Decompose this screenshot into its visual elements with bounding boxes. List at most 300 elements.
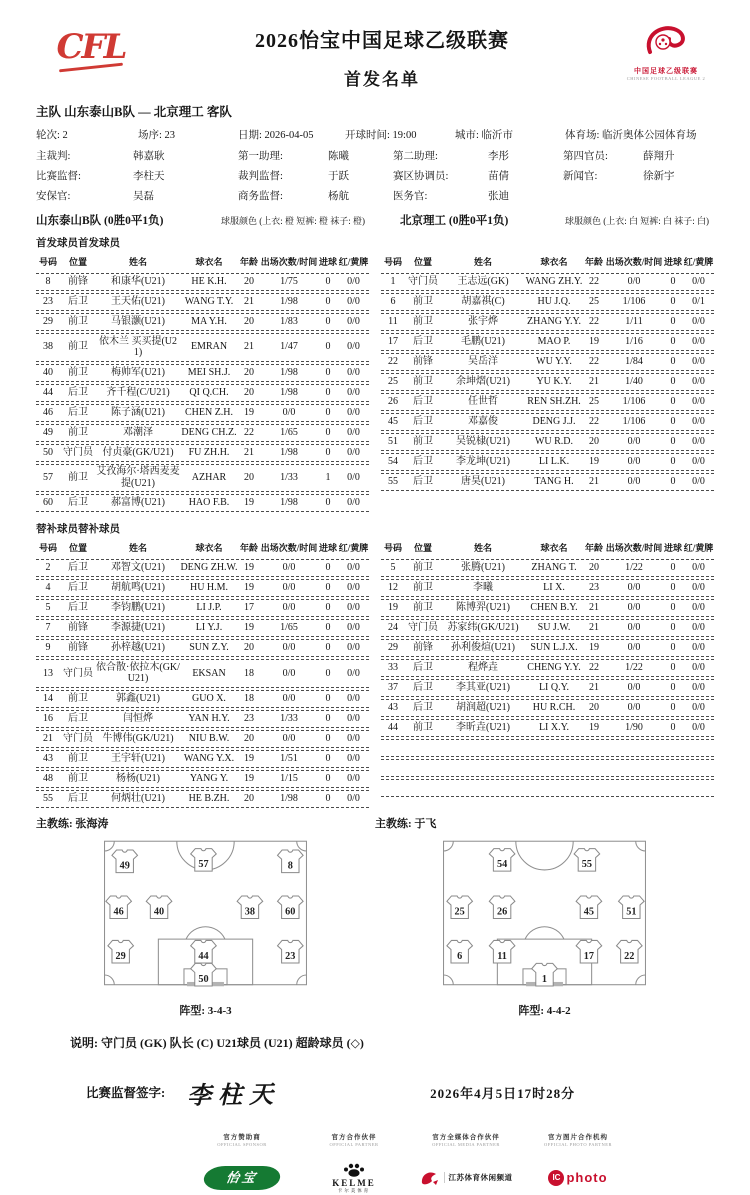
age-cell: 19 <box>244 772 254 784</box>
goals-cell: 0 <box>670 702 676 714</box>
goals-cell: 0 <box>670 436 676 448</box>
jersey-26 <box>489 896 515 919</box>
jersey-name-cell: LI J.P. <box>196 602 222 614</box>
age-cell: 20 <box>589 702 599 714</box>
cards-cell: 0/0 <box>347 667 360 679</box>
position-cell: 后卫 <box>413 682 433 694</box>
goals-cell: 0 <box>325 406 331 418</box>
cards-cell: 0/0 <box>692 476 705 488</box>
jersey-name-cell: NIU B.W. <box>188 732 230 744</box>
age-cell: 22 <box>589 316 599 328</box>
away-team-name: 北京理工 (0胜0平1负) <box>400 215 509 227</box>
goals-cell: 0 <box>325 667 331 679</box>
number-cell: 49 <box>43 426 53 438</box>
svg-text:1: 1 <box>541 973 548 985</box>
subs-section-title: 替补球员替补球员 <box>36 524 120 536</box>
cards-cell: 0/0 <box>347 772 360 784</box>
goals-cell: 0 <box>325 426 331 438</box>
apps-time-cell: 1/47 <box>280 341 298 353</box>
jersey-name-cell: LI L.K. <box>538 456 570 468</box>
player-row <box>381 639 714 657</box>
goals-cell: 0 <box>325 446 331 458</box>
goals-cell: 0 <box>670 682 676 694</box>
number-cell: 55 <box>43 792 53 804</box>
goals-cell: 0 <box>670 296 676 308</box>
svg-text:49: 49 <box>119 860 130 872</box>
column-header: 球衣名 <box>195 543 223 554</box>
player-row <box>36 790 369 808</box>
jersey-name-cell: EMRAN <box>190 341 228 353</box>
goals-cell: 0 <box>670 722 676 734</box>
number-cell: 23 <box>43 296 53 308</box>
age-cell: 20 <box>244 366 254 378</box>
sponsor-kelme <box>298 1132 410 1195</box>
svg-text:40: 40 <box>153 906 165 918</box>
apps-time-cell: 1/98 <box>280 386 298 398</box>
official-role: 第二助理: <box>393 151 438 162</box>
column-header: 年龄 <box>584 543 603 554</box>
goals-cell: 0 <box>325 772 331 784</box>
position-cell: 守门员 <box>408 276 438 288</box>
age-cell: 21 <box>589 682 599 694</box>
jersey-6 <box>447 940 473 963</box>
player-row <box>381 413 714 431</box>
cards-cell: 0/0 <box>692 316 705 328</box>
page-subtitle: 首发名单 <box>344 70 420 89</box>
age-cell: 25 <box>589 296 599 308</box>
column-header: 进球 <box>318 543 337 554</box>
match-info-item: 场序: 23 <box>138 130 176 141</box>
apps-time-cell: 1/65 <box>280 426 298 438</box>
empty-row <box>381 759 714 777</box>
age-cell: 23 <box>244 712 254 724</box>
position-cell: 前卫 <box>413 376 433 388</box>
jersey-50 <box>191 963 217 986</box>
sponsor-label: 官方合作伙伴 <box>331 1133 377 1141</box>
jersey-name-cell: LI Y.J. <box>195 622 223 634</box>
position-cell: 后卫 <box>68 406 88 418</box>
cards-cell: 0/0 <box>347 712 360 724</box>
player-row <box>381 273 714 291</box>
age-cell: 21 <box>589 376 599 388</box>
official-name: 徐新宇 <box>643 171 675 182</box>
position-cell: 后卫 <box>413 456 433 468</box>
goals-cell: 0 <box>325 602 331 614</box>
name-cell: 付贞豪(GK/U21) <box>102 446 174 458</box>
page-title: 2026怡宝中国足球乙级联赛 <box>255 30 509 52</box>
icphoto-wordmark: photo <box>566 1170 608 1186</box>
age-cell: 22 <box>589 662 599 674</box>
column-header: 球衣名 <box>195 257 223 267</box>
goals-cell: 0 <box>325 622 331 634</box>
position-cell: 后卫 <box>413 336 433 348</box>
signature-row <box>36 1075 714 1110</box>
official-role: 安保官: <box>36 191 71 202</box>
jersey-name-cell: HE K.H. <box>191 276 227 288</box>
age-cell: 20 <box>244 386 254 398</box>
match-info-item: 日期: 2026-04-05 <box>238 130 314 141</box>
match-info-row <box>36 127 714 142</box>
jersey-11 <box>489 940 515 963</box>
cards-cell: 0/0 <box>347 602 360 614</box>
jersey-name-cell: MEI SH.J. <box>187 366 231 378</box>
cards-cell: 0/0 <box>692 582 705 594</box>
jersey-29 <box>108 940 134 963</box>
number-cell: 14 <box>43 692 53 704</box>
age-cell: 19 <box>244 752 254 764</box>
name-cell: 梅帅军(U21) <box>111 366 165 378</box>
number-cell: 25 <box>388 376 398 388</box>
goals-cell: 0 <box>670 396 676 408</box>
jersey-name-cell: MAO P. <box>537 336 571 348</box>
player-row <box>381 473 714 491</box>
player-row <box>36 404 369 422</box>
sponsor-yibao <box>186 1132 298 1195</box>
apps-time-cell: 0/0 <box>627 642 641 654</box>
player-row <box>36 659 369 688</box>
table-header-row <box>381 253 714 271</box>
goals-cell: 0 <box>670 336 676 348</box>
league-logo <box>618 14 714 81</box>
number-cell: 44 <box>388 722 398 734</box>
name-cell: 闫恒烨 <box>123 712 153 724</box>
name-cell: 依木兰 买买提(U21) <box>98 335 178 359</box>
apps-time-cell: 1/11 <box>625 316 643 328</box>
goals-cell: 0 <box>325 732 331 744</box>
subs-tables <box>36 539 714 808</box>
jstv-wordmark: 江苏体育休闲频道 <box>444 1172 513 1183</box>
teams-line: 主队 山东泰山B队 — 北京理工 客队 <box>36 105 232 119</box>
official-name: 张迪 <box>488 191 509 202</box>
player-row <box>381 333 714 351</box>
jersey-55 <box>574 848 600 871</box>
jersey-name-cell: TANG H. <box>534 476 574 488</box>
age-cell: 22 <box>589 416 599 428</box>
cards-cell: 0/0 <box>692 682 705 694</box>
sponsor-label: 官方图片合作机构 <box>548 1133 608 1141</box>
apps-time-cell: 0/0 <box>627 582 641 594</box>
player-row <box>381 599 714 617</box>
jersey-name-cell: YU K.Y. <box>536 376 572 388</box>
svg-text:25: 25 <box>454 906 465 918</box>
position-cell: 守门员 <box>408 622 438 634</box>
official-name: 韩嘉耿 <box>133 151 165 162</box>
kelme-wordmark: KELME <box>332 1178 376 1189</box>
sponsor-label-en: OFFICIAL PHOTO PARTNER <box>543 1141 613 1147</box>
cards-cell: 0/0 <box>692 562 705 574</box>
cards-cell: 0/0 <box>692 662 705 674</box>
apps-time-cell: 1/98 <box>280 446 298 458</box>
name-cell: 马银灏(U21) <box>111 316 165 328</box>
player-row <box>381 719 714 737</box>
table-header-row <box>36 253 369 271</box>
position-cell: 前卫 <box>68 366 88 378</box>
cards-cell: 0/0 <box>692 602 705 614</box>
player-row <box>36 730 369 748</box>
position-cell: 前卫 <box>413 316 433 328</box>
age-cell: 20 <box>589 562 599 574</box>
name-cell: 齐千程(C/U21) <box>106 386 170 398</box>
goals-cell: 0 <box>325 341 331 353</box>
name-cell: 李曦 <box>473 582 493 594</box>
away-starting-table <box>381 253 714 512</box>
age-cell: 20 <box>589 436 599 448</box>
jersey-name-cell: WU R.D. <box>534 436 574 448</box>
age-cell: 22 <box>589 276 599 288</box>
jersey-name-cell: HU H.M. <box>189 582 229 594</box>
column-header: 进球 <box>318 257 337 267</box>
goals-cell: 0 <box>325 692 331 704</box>
svg-text:22: 22 <box>624 950 635 962</box>
official-role: 比赛监督: <box>36 171 81 182</box>
away-kit-colors: 球服颜色 (上衣: 白 短裤: 白 袜子: 白) <box>565 215 709 226</box>
apps-time-cell: 1/16 <box>625 336 643 348</box>
starting-section-title: 首发球员首发球员 <box>36 238 120 249</box>
player-row <box>36 750 369 768</box>
signature-datetime: 2026年4月5日17时28分 <box>430 1085 576 1101</box>
jersey-name-cell: YANG Y. <box>189 772 229 784</box>
name-cell: 王宇轩(U21) <box>111 752 165 764</box>
column-header: 球衣名 <box>540 257 568 267</box>
apps-time-cell: 0/0 <box>627 456 641 468</box>
svg-text:44: 44 <box>198 950 209 962</box>
cards-cell: 0/0 <box>347 582 360 594</box>
jersey-name-cell: REN SH.ZH. <box>527 396 581 408</box>
player-row <box>36 494 369 512</box>
jersey-46 <box>106 896 132 919</box>
official-role: 新闻官: <box>563 171 598 182</box>
age-cell: 20 <box>244 732 254 744</box>
cards-cell: 0/0 <box>692 622 705 634</box>
player-row <box>36 364 369 382</box>
name-cell: 牛博伟(GK/U21) <box>102 732 174 744</box>
cards-cell: 0/0 <box>692 722 705 734</box>
jersey-name-cell: DENG J.J. <box>532 416 576 428</box>
age-cell: 22 <box>244 426 254 438</box>
officials-row <box>36 148 714 163</box>
apps-time-cell: 1/40 <box>625 376 643 388</box>
name-cell: 和康华(U21) <box>111 276 165 288</box>
position-cell: 后卫 <box>68 712 88 724</box>
svg-text:23: 23 <box>285 950 296 962</box>
goals-cell: 0 <box>325 276 331 288</box>
sponsor-icphoto <box>522 1132 634 1195</box>
jersey-name-cell: HU J.Q. <box>537 296 571 308</box>
apps-time-cell: 0/0 <box>627 476 641 488</box>
away-coach: 主教练: 于飞 <box>375 817 437 830</box>
apps-time-cell: 0/0 <box>282 406 296 418</box>
column-header: 姓名 <box>473 257 492 267</box>
age-cell: 20 <box>244 792 254 804</box>
goals-cell: 0 <box>670 356 676 368</box>
cards-cell: 0/0 <box>692 276 705 288</box>
position-cell: 前卫 <box>413 562 433 574</box>
jersey-name-cell: WANG T.Y. <box>184 296 234 308</box>
svg-text:51: 51 <box>626 906 637 918</box>
number-cell: 17 <box>388 336 398 348</box>
league-logo-icon <box>640 22 692 62</box>
coaches-row <box>36 815 714 831</box>
cards-cell: 0/0 <box>347 792 360 804</box>
age-cell: 21 <box>589 476 599 488</box>
name-cell: 唐昊(U21) <box>461 476 505 488</box>
position-cell: 后卫 <box>413 662 433 674</box>
column-header: 进球 <box>663 257 682 267</box>
jersey-60 <box>277 896 303 919</box>
svg-text:8: 8 <box>287 860 293 872</box>
position-cell: 前锋 <box>68 276 88 288</box>
name-cell: 任世哲 <box>468 396 498 408</box>
player-row <box>381 453 714 471</box>
name-cell: 孙梓越(U21) <box>111 642 165 654</box>
jersey-name-cell: WU Y.Y. <box>536 356 572 368</box>
apps-time-cell: 0/0 <box>627 602 641 614</box>
age-cell: 19 <box>244 622 254 634</box>
column-header: 号码 <box>38 543 57 554</box>
apps-time-cell: 0/0 <box>282 732 296 744</box>
player-row <box>381 559 714 577</box>
column-header: 年龄 <box>239 257 258 267</box>
position-cell: 前卫 <box>413 436 433 448</box>
column-header: 红/黄牌 <box>683 543 714 554</box>
number-cell: 60 <box>43 497 53 509</box>
home-starting-table <box>36 253 369 512</box>
svg-text:55: 55 <box>581 858 593 870</box>
player-row <box>36 559 369 577</box>
icphoto-logo <box>548 1170 607 1186</box>
name-cell: 李龙坤(U21) <box>456 456 510 468</box>
official-name: 陈曦 <box>328 151 349 162</box>
player-row <box>36 464 369 493</box>
starting-tables <box>36 253 714 512</box>
player-row <box>381 699 714 717</box>
apps-time-cell: 1/15 <box>280 772 298 784</box>
player-row <box>381 313 714 331</box>
player-row <box>36 384 369 402</box>
player-row <box>36 333 369 362</box>
jersey-name-cell: CHEN B.Y. <box>530 602 578 614</box>
match-info-item: 体育场: 临沂奥体公园体育场 <box>565 130 697 141</box>
cards-cell: 0/0 <box>347 562 360 574</box>
position-cell: 前卫 <box>68 692 88 704</box>
column-header: 姓名 <box>473 543 492 554</box>
header <box>36 14 714 90</box>
position-cell: 后卫 <box>68 582 88 594</box>
title-block <box>146 14 618 90</box>
cards-cell: 0/0 <box>692 376 705 388</box>
player-row <box>36 293 369 311</box>
apps-time-cell: 0/0 <box>282 667 296 679</box>
jersey-22 <box>616 940 642 963</box>
name-cell: 孙利俊煊(U21) <box>451 642 515 654</box>
jersey-name-cell: CHENG Y.Y. <box>527 662 581 674</box>
jersey-name-cell: HU R.CH. <box>532 702 576 714</box>
apps-time-cell: 1/98 <box>280 366 298 378</box>
jersey-51 <box>619 896 645 919</box>
age-cell: 19 <box>244 406 254 418</box>
goals-cell: 0 <box>670 376 676 388</box>
cards-cell: 0/0 <box>347 446 360 458</box>
age-cell: 18 <box>244 692 254 704</box>
number-cell: 29 <box>43 316 53 328</box>
sponsor-label-en: OFFICIAL MEDIA PARTNER <box>432 1141 500 1147</box>
number-cell: 26 <box>388 396 398 408</box>
goals-cell: 0 <box>670 416 676 428</box>
cards-cell: 0/0 <box>692 456 705 468</box>
position-cell: 守门员 <box>63 667 93 679</box>
official-role: 商务监督: <box>238 191 283 202</box>
cards-cell: 0/0 <box>347 296 360 308</box>
jersey-44 <box>191 940 217 963</box>
name-cell: 艾孜海尔·塔西麦麦提(U21) <box>96 466 180 489</box>
match-info-item: 城市: 临沂市 <box>455 130 514 141</box>
column-header: 位置 <box>68 257 87 267</box>
position-cell: 守门员 <box>63 446 93 458</box>
age-cell: 20 <box>244 642 254 654</box>
table-header-row <box>381 539 714 557</box>
official-name: 李柱天 <box>133 171 165 182</box>
name-cell: 李其亚(U21) <box>456 682 510 694</box>
position-cell: 前锋 <box>68 642 88 654</box>
jersey-name-cell: LI X.Y. <box>538 722 570 734</box>
svg-text:60: 60 <box>285 906 296 918</box>
cards-cell: 0/0 <box>347 366 360 378</box>
cards-cell: 0/0 <box>692 356 705 368</box>
cards-cell: 0/0 <box>347 316 360 328</box>
number-cell: 29 <box>388 642 398 654</box>
name-cell: 胡嘉祺(C) <box>461 296 505 308</box>
svg-text:54: 54 <box>496 858 508 870</box>
svg-text:45: 45 <box>583 906 595 918</box>
column-header: 姓名 <box>128 543 147 554</box>
goals-cell: 0 <box>670 642 676 654</box>
cfl-logo-icon <box>36 14 146 69</box>
column-header: 位置 <box>413 543 432 554</box>
name-cell: 依合散·依拉木(GK/U21) <box>96 661 180 685</box>
apps-time-cell: 1/75 <box>280 276 298 288</box>
sponsor-label: 官方全媒体合作伙伴 <box>432 1133 500 1141</box>
age-cell: 19 <box>589 722 599 734</box>
number-cell: 33 <box>388 662 398 674</box>
number-cell: 8 <box>45 276 51 288</box>
position-cell: 后卫 <box>413 416 433 428</box>
apps-time-cell: 0/0 <box>627 682 641 694</box>
cards-cell: 0/0 <box>347 471 360 483</box>
name-cell: 郭鑫(U21) <box>116 692 160 704</box>
svg-text:29: 29 <box>115 950 126 962</box>
position-cell: 前卫 <box>413 296 433 308</box>
column-header: 红/黄牌 <box>338 543 369 554</box>
number-cell: 51 <box>388 436 398 448</box>
table-header-row <box>36 539 369 557</box>
player-row <box>381 619 714 637</box>
svg-text:17: 17 <box>583 950 595 962</box>
number-cell: 19 <box>388 602 398 614</box>
cards-cell: 0/0 <box>347 497 360 509</box>
goals-cell: 0 <box>325 316 331 328</box>
jersey-name-cell: EKSAN <box>192 667 226 679</box>
ic-circle-icon: IC <box>548 1170 564 1186</box>
number-cell: 22 <box>388 356 398 368</box>
goals-cell: 0 <box>670 662 676 674</box>
goals-cell: 0 <box>325 497 331 509</box>
age-cell: 19 <box>244 582 254 594</box>
player-row <box>36 639 369 657</box>
number-cell: 50 <box>43 446 53 458</box>
cards-cell: 0/0 <box>347 276 360 288</box>
goals-cell: 0 <box>325 582 331 594</box>
name-cell: 毛鹏(U21) <box>461 336 505 348</box>
